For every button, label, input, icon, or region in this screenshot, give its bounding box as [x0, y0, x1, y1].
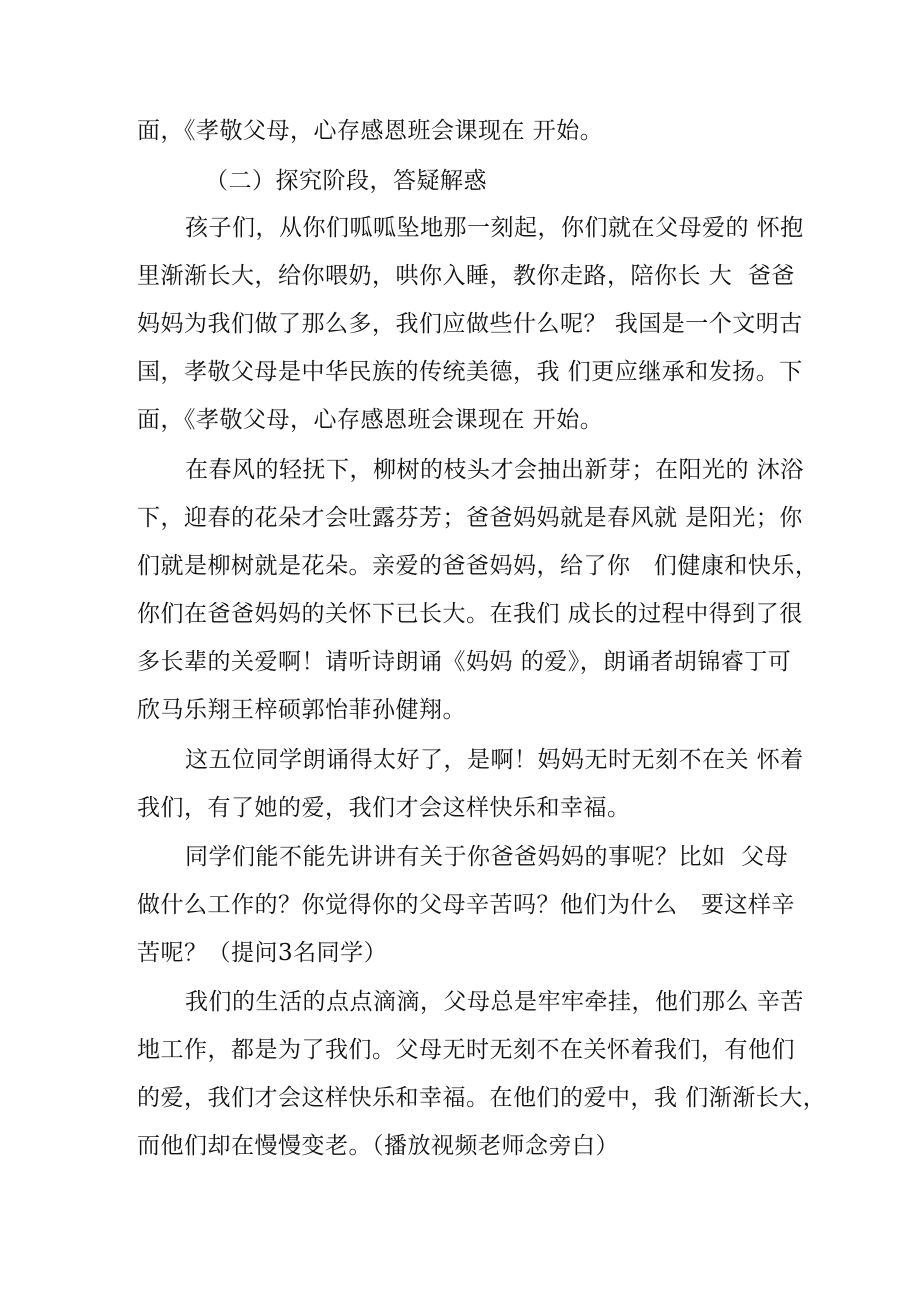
text-line: 这五位同学朗诵得太好了，是啊！妈妈无时无刻不在关 怀着 [185, 747, 804, 773]
text-line: 我们，有了她的爱，我们才会这样快乐和幸福。 [137, 795, 631, 821]
text-line: 面，《孝敬父母，心存感恩班会课现在 开始。 [137, 407, 604, 433]
text-line: 多长辈的关爱啊！请听诗朗诵《妈妈 的爱》，朗诵者胡锦睿丁可 [137, 649, 792, 675]
text-line: 你们在爸爸妈妈的关怀下已长大。在我们 成长的过程中得到了很 [137, 601, 803, 627]
text-line: 在春风的轻抚下，柳树的枝头才会抽出新芽；在阳光的 沐浴 [185, 457, 804, 483]
text-line: 欣马乐翔王梓硕郭怡菲孙健翔。 [137, 697, 466, 723]
text-line: 们就是柳树就是花朵。亲爱的爸爸妈妈，给了你 们健康和快乐， [137, 553, 819, 579]
text-line: 妈妈为我们做了那么多，我们应做些什么呢？ 我国是一个文明古 [137, 311, 803, 337]
text-line: 下，迎春的花朵才会吐露芬芳；爸爸妈妈就是春风就 是阳光；你 [137, 505, 803, 531]
text-line: 而他们却在慢慢变老。（播放视频老师念旁白） [137, 1133, 619, 1159]
text-line: 同学们能不能先讲讲有关于你爸爸妈妈的事呢？比如 父母 [185, 844, 789, 870]
text-line: 我们的生活的点点滴滴，父母总是牢牢牵挂，他们那么 辛苦 [185, 989, 804, 1015]
text-line: 面，《孝敬父母，心存感恩班会课现在 开始。 [137, 118, 604, 144]
section-heading: （二）探究阶段，答疑解惑 [205, 168, 487, 194]
text-line: 地工作，都是为了我们。父母无时无刻不在关怀着我们，有他们 [137, 1037, 795, 1063]
text-line: 苦呢？（提问3名同学） [137, 940, 388, 966]
text-line: 做什么工作的？你觉得你的父母辛苦吗？他们为什么 要这样辛 [137, 892, 795, 918]
text-line: 国，孝敬父母是中华民族的传统美德，我 们更应继承和发扬。下 [137, 359, 803, 385]
text-line: 的爱，我们才会这样快乐和幸福。在他们的爱中，我 们渐渐长大， [137, 1085, 827, 1111]
text-line: 孩子们，从你们呱呱坠地那一刻起，你们就在父母爱的 怀抱 [185, 215, 804, 241]
text-line: 里渐渐长大，给你喂奶，哄你入睡，教你走路，陪你长 大 爸爸 [137, 263, 795, 289]
